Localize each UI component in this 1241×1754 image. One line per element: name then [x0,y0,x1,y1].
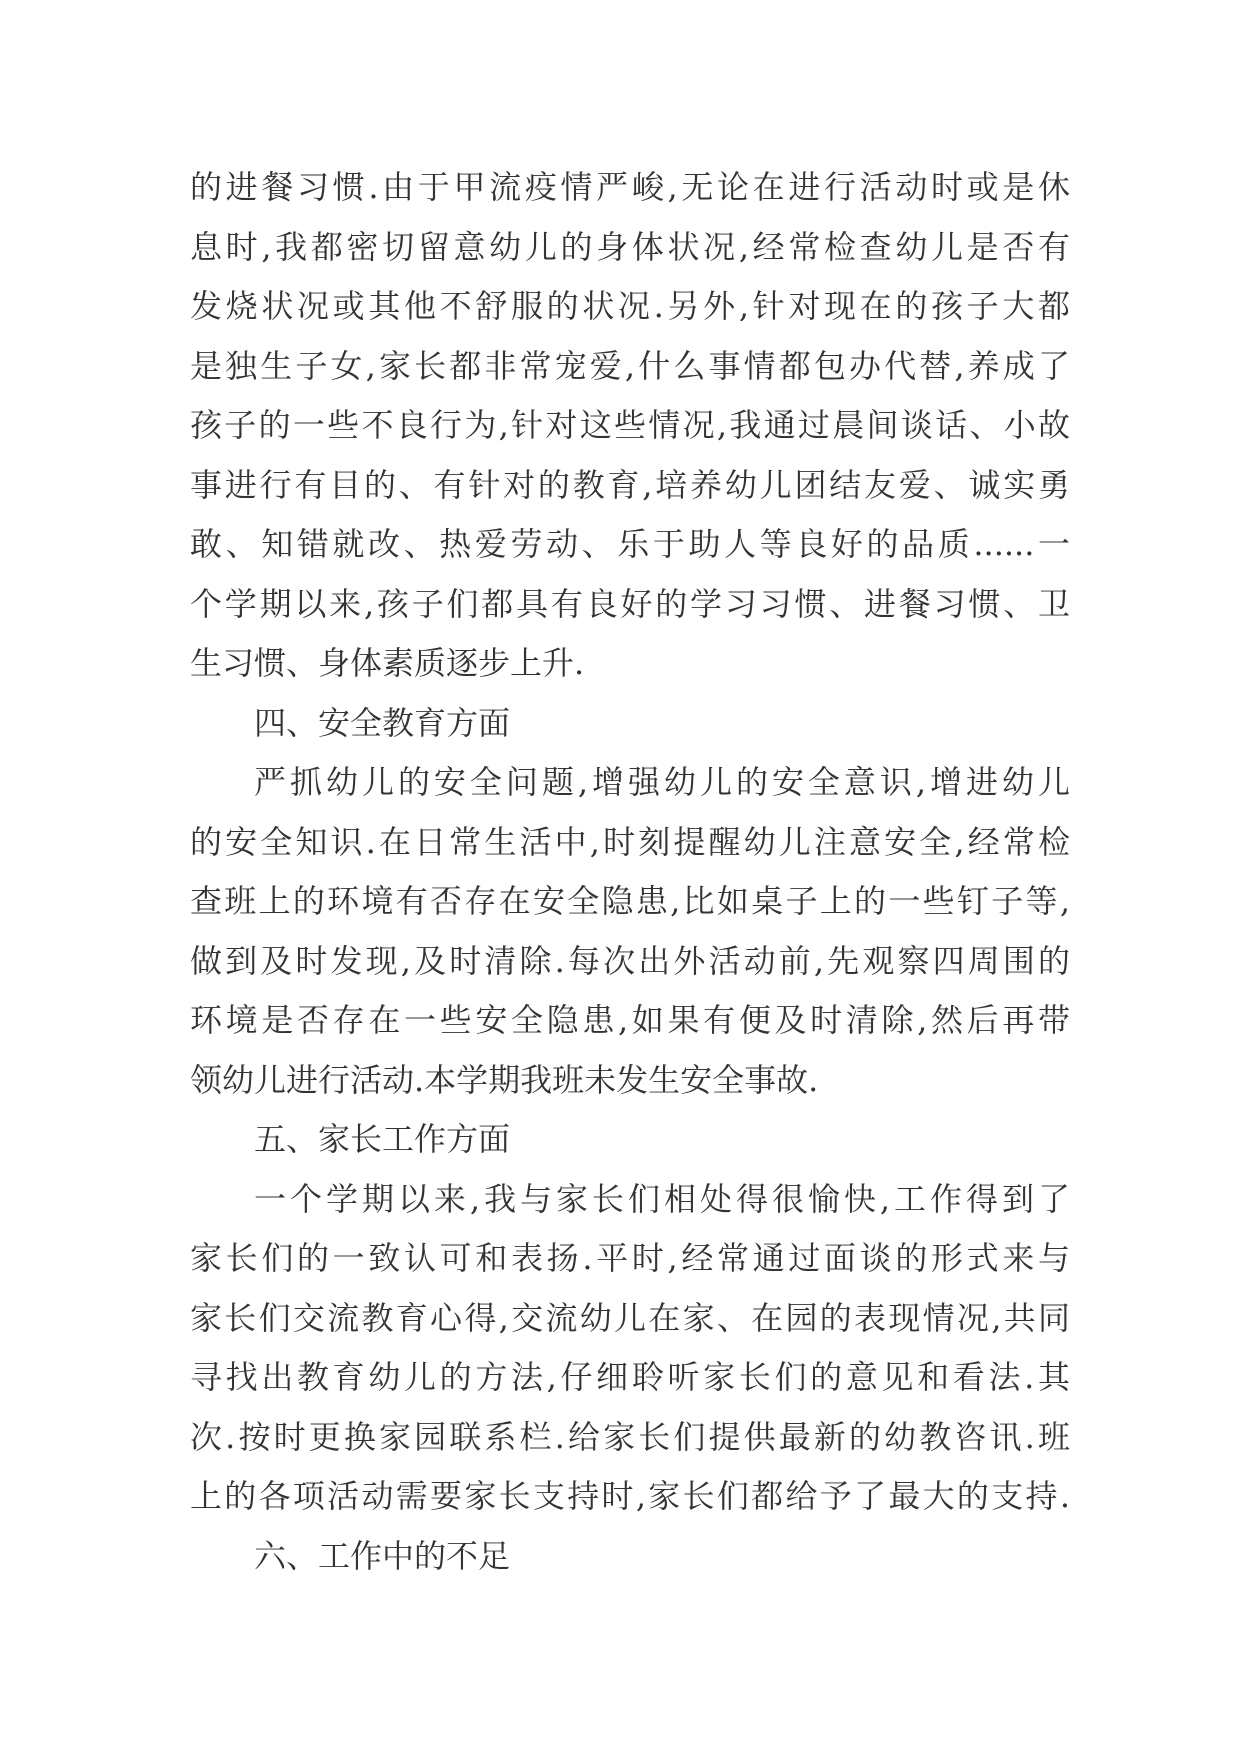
text-line: 的安全知识.在日常生活中,时刻提醒幼儿注意安全,经常检 [190,822,1070,861]
section-heading-safety: 四、安全教育方面 [254,703,511,742]
text-line: 领幼儿进行活动.本学期我班未发生安全事故. [190,1060,819,1099]
text-line: 个学期以来,孩子们都具有良好的学习习惯、进餐习惯、卫 [190,584,1070,623]
body-text [190,158,1070,1586]
section-heading-parents: 五、家长工作方面 [254,1120,511,1158]
text-line: 寻找出教育幼儿的方法,仔细聆听家长们的意见和看法.其 [190,1358,1070,1396]
text-line: 严抓幼儿的安全问题,增强幼儿的安全意识,增进幼儿 [254,763,1070,801]
text-line: 家长们的一致认可和表扬.平时,经常通过面谈的形式来与 [190,1239,1070,1277]
text-line: 息时,我都密切留意幼儿的身体状况,经常检查幼儿是否有 [190,227,1070,266]
text-line: 家长们交流教育心得,交流幼儿在家、在园的表现情况,共同 [190,1298,1070,1337]
text-line: 敢、知错就改、热爱劳动、乐于助人等良好的品质......一 [190,525,1070,563]
section-heading-shortcomings: 六、工作中的不足 [254,1536,511,1575]
text-line: 查班上的环境有否存在安全隐患,比如桌子上的一些钉子等, [190,882,1070,920]
text-line: 环境是否存在一些安全隐患,如果有便及时清除,然后再带 [190,1001,1070,1039]
text-line: 一个学期以来,我与家长们相处得很愉快,工作得到了 [254,1179,1070,1218]
text-line: 次.按时更换家园联系栏.给家长们提供最新的幼教咨讯.班 [190,1417,1070,1456]
text-line: 发烧状况或其他不舒服的状况.另外,针对现在的孩子大都 [190,287,1070,325]
text-line: 事进行有目的、有针对的教育,培养幼儿团结友爱、诚实勇 [190,465,1070,504]
text-line: 孩子的一些不良行为,针对这些情况,我通过晨间谈话、小故 [190,406,1070,444]
text-line: 是独生子女,家长都非常宠爱,什么事情都包办代替,养成了 [190,346,1070,385]
text-line: 生习惯、身体素质逐步上升. [190,644,585,682]
text-line: 上的各项活动需要家长支持时,家长们都给予了最大的支持. [190,1477,1070,1515]
text-line: 做到及时发现,及时清除.每次出外活动前,先观察四周围的 [190,941,1070,980]
text-line: 的进餐习惯.由于甲流疫情严峻,无论在进行活动时或是休 [190,168,1070,206]
